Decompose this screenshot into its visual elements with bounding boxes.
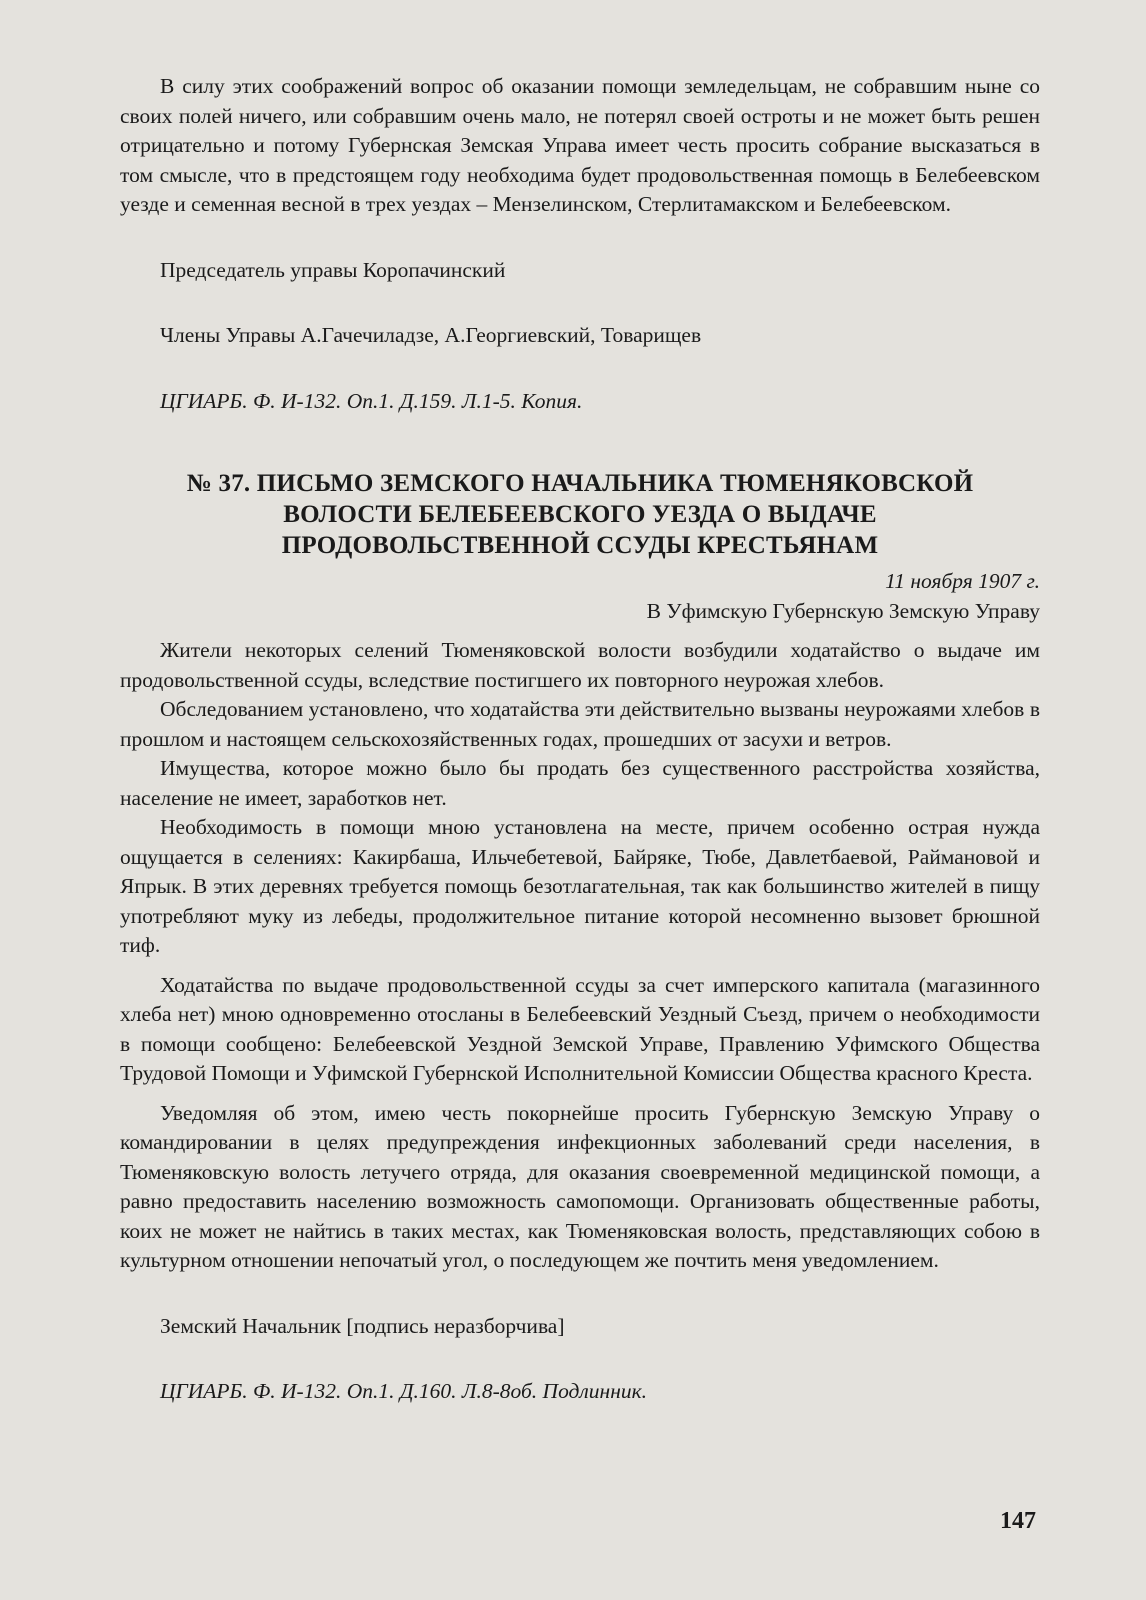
continuation-paragraph: В силу этих соображений вопрос об оказании помощи земледельцам, не собравшим ныне со своих полей ничего, или собравшим очень мало, не потерял своей остроты и не может быть решен отрицательно и потому Губернская Земская Управа имеет честь просить собрание высказаться в том смысле, что в предстоящем году необходима будет продовольственная помощь в Белебеевском уезде и семенная весной в трех уездах – Мензелинском, Стерлитамакском и Белебеевском. <box>120 74 1040 216</box>
chairman-signature: Председатель управы Коропачинский <box>160 257 506 282</box>
page-number: 147 <box>1000 1508 1036 1534</box>
heading-line-1: № 37. ПИСЬМО ЗЕМСКОГО НАЧАЛЬНИКА ТЮМЕНЯКОВСКОЙ <box>186 470 974 497</box>
document-page <box>120 72 1040 1407</box>
body-paragraph: Обследованием установлено, что ходатайства эти действительно вызваны неурожаями хлебов в прошлом и настоящем сельскохозяйственных годах, прошедших от засухи и ветров. <box>120 697 1040 751</box>
body-paragraph: Жители некоторых селений Тюменяковской волости возбудили ходатайство о выдаче им продовольственной ссуды, вследствие постигшего их повторного неурожая хлебов. <box>120 638 1040 692</box>
heading-line-2: ВОЛОСТИ БЕЛЕБЕЕВСКОГО УЕЗДА О ВЫДАЧЕ <box>283 501 877 528</box>
addressee: В Уфимскую Губернскую Земскую Управу <box>646 598 1040 623</box>
zemsky-signature: Земский Начальник [подпись неразборчива] <box>160 1313 565 1338</box>
members-signature: Члены Управы А.Гачечиладзе, А.Георгиевский, Товарищев <box>160 323 702 347</box>
archive-reference-2: ЦГИАРБ. Ф. И-132. Оп.1. Д.160. Л.8-8об. Подлинник. <box>160 1379 648 1403</box>
heading-line-3: ПРОДОВОЛЬСТВЕННОЙ ССУДЫ КРЕСТЬЯНАМ <box>281 532 879 559</box>
document-date: 11 ноября 1907 г. <box>885 569 1040 593</box>
body-paragraph: Необходимость в помощи мною установлена на месте, причем особенно острая нужда ощущается в селениях: Какирбаша, Ильчебетевой, Байряке, Тюбе, Давлетбаевой, Раймановой и Япрык. В этих деревнях требуется помощь безотлагательная, так как большинство жителей в пищу употребляют муку из лебеды, продолжительное питание которой несомненно вызовет брюшной тиф. <box>120 815 1040 957</box>
archive-reference-1: ЦГИАРБ. Ф. И-132. Оп.1. Д.159. Л.1-5. Копия. <box>160 388 583 413</box>
document-heading <box>120 468 1040 561</box>
body-paragraph: Имущества, которое можно было бы продать без существенного расстройства хозяйства, население не имеет, заработков нет. <box>120 756 1040 810</box>
body-paragraph: Ходатайства по выдаче продовольственной ссуды за счет имперского капитала (магазинного хлеба нет) мною одновременно отосланы в Белебеевский Уездный Съезд, причем о необходимости в помощи сообщено: Белебеевской Уездной Земской Управе, Правлению Уфимского Общества Трудовой Помощи и Уфимской Губернской Исполнительной Комиссии Общества красного Креста. <box>120 972 1040 1085</box>
body-paragraph: Уведомляя об этом, имею честь покорнейше просить Губернскую Земскую Управу о командировании в целях предупреждения инфекционных заболеваний среди населения, в Тюменяковскую волость летучего отряда, для оказания своевременной медицинской помощи, а равно предоставить населению возможность самопомощи. Организовать общественные работы, коих не может не найтись в таких местах, как Тюменяковская волость, представляющих собою в культурном отношении непочатый угол, о последующем же почтить меня уведомлением. <box>120 1100 1040 1272</box>
